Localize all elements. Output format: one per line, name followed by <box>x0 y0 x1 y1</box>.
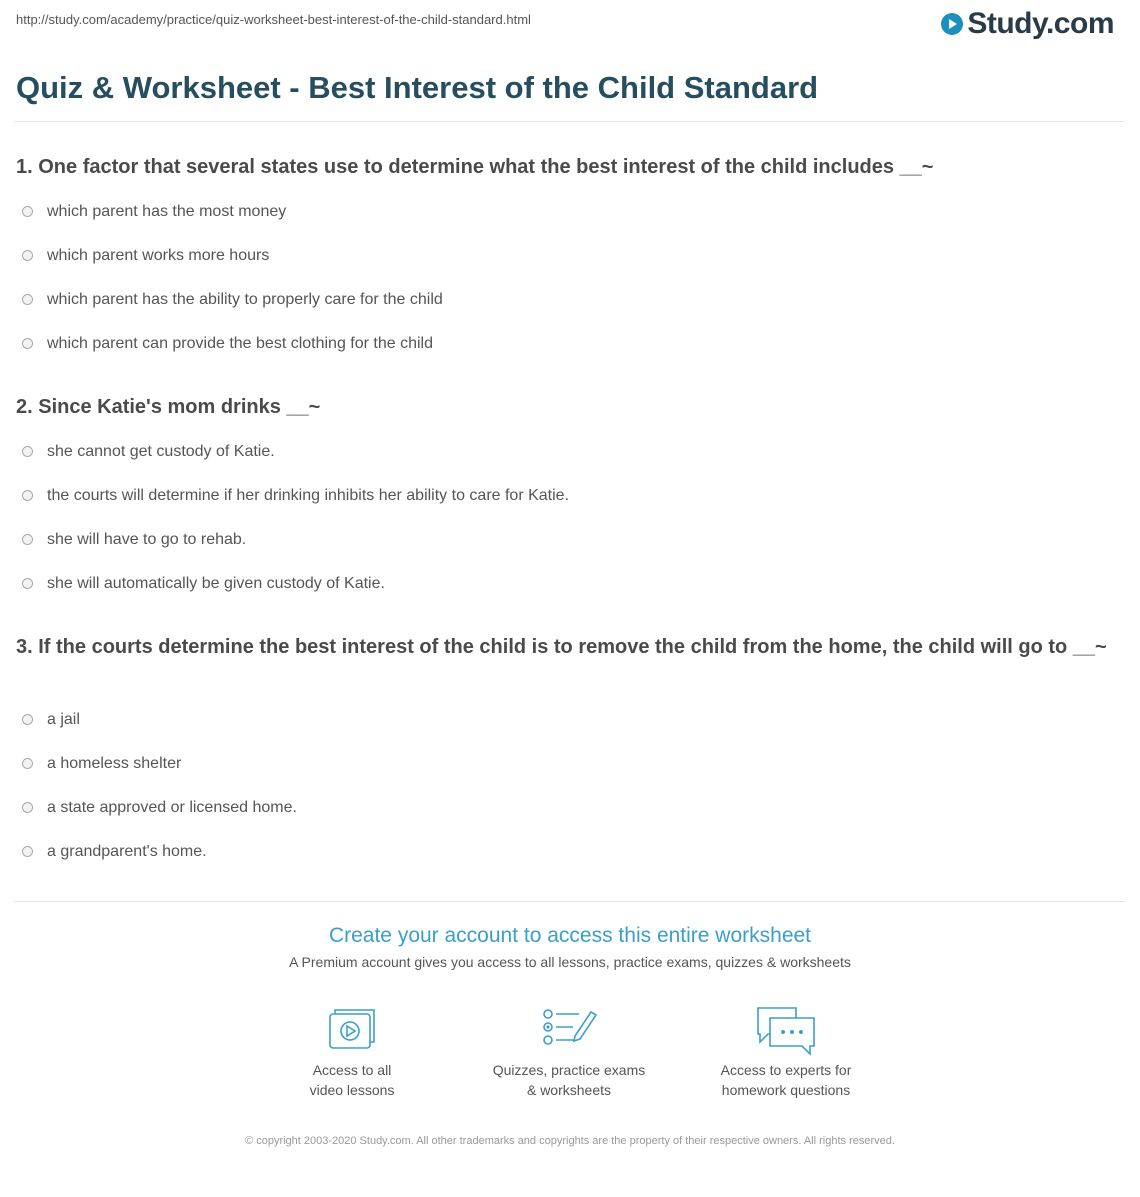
page-url[interactable]: http://study.com/academy/practice/quiz-worksheet-best-interest-of-the-child-standard.html <box>16 12 531 27</box>
cta-divider <box>14 901 1125 902</box>
feature-label <box>469 1060 669 1100</box>
feature-label <box>252 1060 452 1100</box>
answer-label: which parent works more hours <box>47 247 270 264</box>
answer-label: she will automatically be given custody of Katie. <box>47 575 385 592</box>
video-lessons-icon <box>326 1006 378 1050</box>
feature-label-line1: Access to experts for <box>720 1062 852 1078</box>
answer-label: which parent has the ability to properly care for the child <box>47 291 443 308</box>
answer-label: which parent has the most money <box>47 203 287 220</box>
answer-option[interactable] <box>22 574 569 618</box>
answer-option[interactable] <box>22 486 569 530</box>
page-title: Quiz & Worksheet - Best Interest of the Child Standard <box>16 70 819 105</box>
title-divider <box>14 121 1125 122</box>
answer-label: a jail <box>47 711 80 728</box>
answer-list-2 <box>22 442 569 618</box>
answer-label: she cannot get custody of Katie. <box>47 443 275 460</box>
cta-subheading: A Premium account gives you access to all lessons, practice exams, quizzes & worksheets <box>289 954 851 970</box>
answer-label: a grandparent's home. <box>47 843 207 860</box>
question-3: 3. If the courts determine the best interest of the child is to remove the child from the home, the child will go to __~ <box>16 636 1107 658</box>
answer-label: she will have to go to rehab. <box>47 531 247 548</box>
answer-option[interactable] <box>22 290 443 334</box>
question-1: 1. One factor that several states use to determine what the best interest of the child includes __~ <box>16 156 934 178</box>
answer-option[interactable] <box>22 754 297 798</box>
cta-heading[interactable]: Create your account to access this entire worksheet <box>328 924 812 947</box>
feature-label-line1: Quizzes, practice exams <box>492 1062 646 1078</box>
answer-list-3 <box>22 710 297 886</box>
radio-button[interactable] <box>22 446 33 457</box>
chat-bubbles-icon <box>754 1006 818 1056</box>
answer-option[interactable] <box>22 842 297 886</box>
radio-button[interactable] <box>22 534 33 545</box>
feature-quizzes <box>469 1006 669 1100</box>
radio-button[interactable] <box>22 758 33 769</box>
feature-label-line2: video lessons <box>309 1082 395 1098</box>
feature-experts <box>686 1006 886 1100</box>
feature-label <box>686 1060 886 1100</box>
answer-label: a state approved or licensed home. <box>47 799 297 816</box>
radio-button[interactable] <box>22 250 33 261</box>
feature-label-line2: & worksheets <box>526 1082 612 1098</box>
radio-button[interactable] <box>22 578 33 589</box>
radio-button[interactable] <box>22 338 33 349</box>
answer-option[interactable] <box>22 442 569 486</box>
copyright-text: © copyright 2003-2020 Study.com. All other trademarks and copyrights are the property of their respective owners. All rights reserved. <box>245 1135 895 1147</box>
radio-button[interactable] <box>22 802 33 813</box>
answer-option[interactable] <box>22 710 297 754</box>
site-logo[interactable] <box>941 6 1114 42</box>
radio-button[interactable] <box>22 714 33 725</box>
answer-label: the courts will determine if her drinking inhibits her ability to care for Katie. <box>47 487 570 504</box>
answer-option[interactable] <box>22 246 443 290</box>
radio-button[interactable] <box>22 206 33 217</box>
answer-option[interactable] <box>22 798 297 842</box>
answer-option[interactable] <box>22 202 443 246</box>
radio-button[interactable] <box>22 294 33 305</box>
top-bar <box>0 0 1140 50</box>
answer-option[interactable] <box>22 334 443 378</box>
question-2: 2. Since Katie's mom drinks __~ <box>16 396 321 418</box>
feature-video-lessons <box>252 1006 452 1100</box>
answer-option[interactable] <box>22 530 569 574</box>
feature-label-line1: Access to all <box>312 1062 392 1078</box>
play-circle-icon <box>941 13 963 35</box>
answer-label: which parent can provide the best clothing for the child <box>47 335 434 352</box>
quiz-checklist-icon <box>541 1006 597 1050</box>
radio-button[interactable] <box>22 490 33 501</box>
logo-text: Study.com <box>967 7 1114 40</box>
feature-label-line2: homework questions <box>721 1082 851 1098</box>
answer-label: a homeless shelter <box>47 755 182 772</box>
answer-list-1 <box>22 202 443 378</box>
radio-button[interactable] <box>22 846 33 857</box>
